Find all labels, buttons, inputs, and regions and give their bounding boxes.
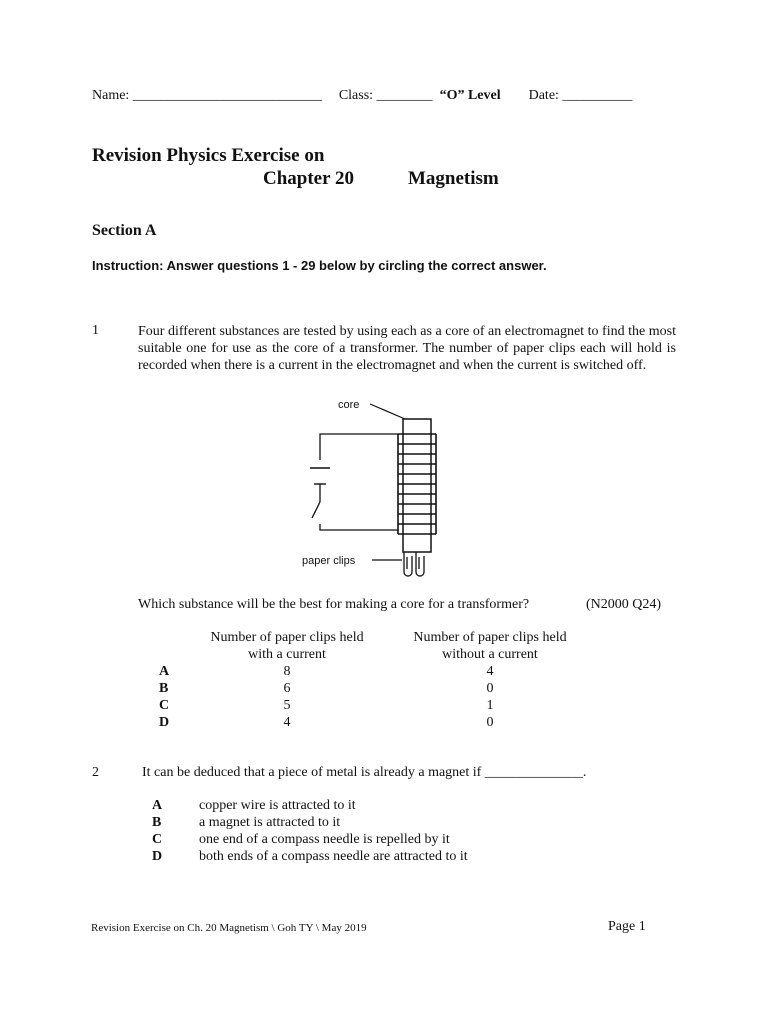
without-current-value: 1 <box>486 698 494 713</box>
diagram-clips-label: paper clips <box>302 555 356 567</box>
page-number: Page 1 <box>608 919 646 934</box>
question-2-text: It can be deduced that a piece of metal is already a magnet if ______________. <box>142 765 587 780</box>
circuit-wire <box>320 434 398 460</box>
with-current-value: 5 <box>283 698 291 713</box>
with-current-value: 8 <box>283 664 291 679</box>
date-field[interactable]: Date: __________ <box>528 88 633 103</box>
col-without-current-header-2: without a current <box>442 647 538 662</box>
option-letter: D <box>159 715 170 730</box>
footer-text: Revision Exercise on Ch. 20 Magnetism \ Goh TY \ May 2019 <box>91 922 367 934</box>
question-2-number: 2 <box>92 765 99 780</box>
option-text: both ends of a compass needle are attracted to it <box>199 849 468 864</box>
question-1-text: Four different substances are tested by using each as a core of an electromagnet to find the most suitable one for use as the core of a transformer. The number of paper clips each will hold is recorded when there is a current in the electromagnet and when the current is switched off. <box>138 324 676 373</box>
section-heading: Section A <box>92 222 157 239</box>
paper-clips <box>404 552 424 576</box>
iron-core <box>403 419 431 552</box>
option-letter: C <box>152 832 163 847</box>
instruction-text: Instruction: Answer questions 1 - 29 below by circling the correct answer. <box>92 258 547 273</box>
option-letter: A <box>152 798 163 813</box>
option-letter: C <box>159 698 170 713</box>
col-with-current-header-2: with a current <box>248 647 326 662</box>
option-letter: A <box>159 664 170 679</box>
without-current-value: 0 <box>486 681 494 696</box>
option-letter: D <box>152 849 163 864</box>
without-current-value: 4 <box>486 664 494 679</box>
page-title: Revision Physics Exercise on <box>92 145 325 166</box>
level-label: “O” Level <box>439 88 501 103</box>
option-letter: B <box>152 815 162 830</box>
student-info-header <box>92 88 632 104</box>
name-field[interactable]: Name: ___________________________ <box>92 88 322 103</box>
option-letter: B <box>159 681 169 696</box>
option-text: one end of a compass needle is repelled by it <box>199 832 450 847</box>
with-current-value: 4 <box>283 715 291 730</box>
col-without-current-header-1: Number of paper clips held <box>413 630 567 645</box>
topic-label: Magnetism <box>408 168 499 189</box>
option-text: copper wire is attracted to it <box>199 798 356 813</box>
chapter-label: Chapter 20 <box>263 168 354 189</box>
switch <box>312 502 320 518</box>
class-field[interactable]: Class: ________ <box>338 88 433 103</box>
without-current-value: 0 <box>486 715 494 730</box>
question-1-source: (N2000 Q24) <box>586 597 662 612</box>
with-current-value: 6 <box>283 681 291 696</box>
question-1-number: 1 <box>92 323 99 338</box>
col-with-current-header-1: Number of paper clips held <box>210 630 364 645</box>
question-1-prompt: Which substance will be the best for making a core for a transformer? <box>138 597 530 612</box>
electromagnet-diagram <box>290 392 450 582</box>
diagram-core-label: core <box>338 399 360 411</box>
option-text: a magnet is attracted to it <box>199 815 341 830</box>
